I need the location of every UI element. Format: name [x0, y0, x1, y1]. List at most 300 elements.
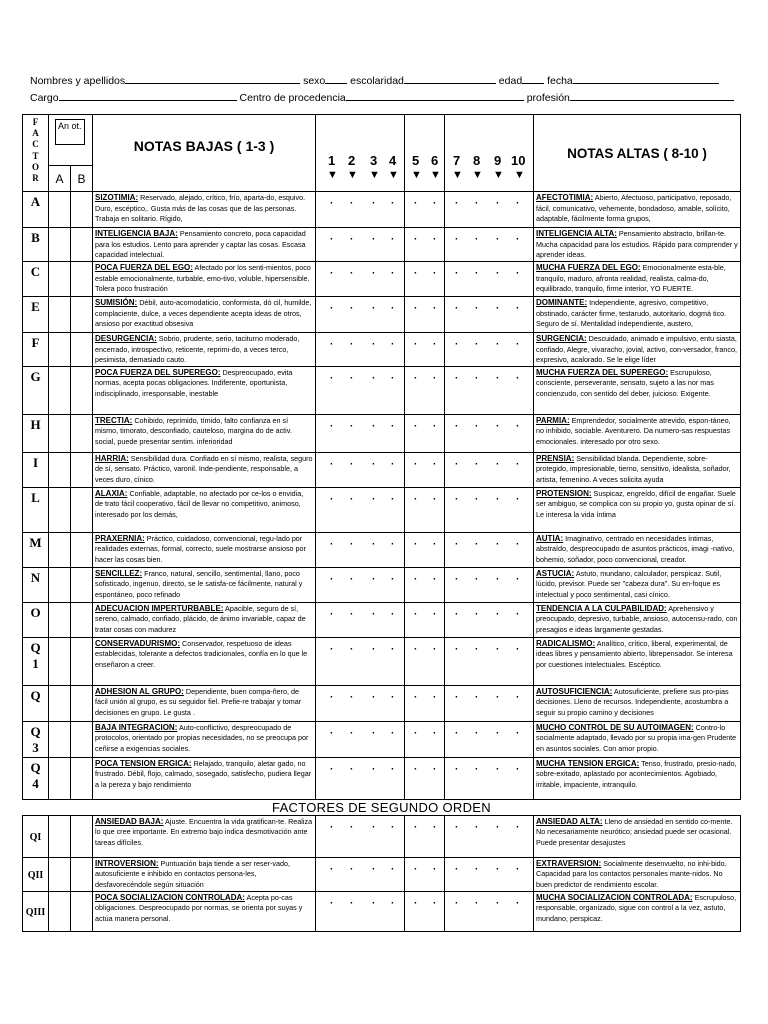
- score-b-cell[interactable]: [71, 192, 93, 228]
- scale-point-7[interactable]: ·: [455, 643, 459, 655]
- scale-point-1[interactable]: ·: [330, 573, 334, 585]
- score-b-cell[interactable]: [71, 333, 93, 367]
- score-scale[interactable]: [316, 567, 534, 602]
- score-a-cell[interactable]: [49, 567, 71, 602]
- scale-point-9[interactable]: ·: [496, 420, 500, 432]
- scale-point-2[interactable]: ·: [350, 643, 354, 655]
- scale-point-3[interactable]: ·: [372, 691, 376, 703]
- score-a-cell[interactable]: [49, 228, 71, 262]
- scale-point-10[interactable]: ·: [516, 821, 520, 833]
- scale-point-5[interactable]: ·: [414, 303, 418, 314]
- score-scale[interactable]: [316, 366, 534, 414]
- scale-point-1[interactable]: ·: [330, 198, 334, 209]
- scale-point-4[interactable]: ·: [391, 643, 395, 655]
- scale-point-7[interactable]: ·: [455, 538, 459, 550]
- scale-point-2[interactable]: ·: [350, 538, 354, 550]
- score-scale[interactable]: [316, 297, 534, 333]
- sex-field[interactable]: [325, 74, 347, 84]
- high-trait-text: Autosuficiente, prefiere sus pro-pias decisiones. Lleno de recursos. Independiente, acostumbra a seguir su propio camino y decisiones: [536, 686, 729, 717]
- scale-point-4[interactable]: ·: [391, 573, 395, 585]
- scale-point-8[interactable]: ·: [475, 420, 479, 432]
- scale-point-1[interactable]: ·: [330, 372, 334, 384]
- scale-point-3[interactable]: ·: [372, 897, 376, 909]
- scale-point-8[interactable]: ·: [475, 608, 479, 620]
- scale-point-3[interactable]: ·: [372, 420, 376, 432]
- scale-point-7[interactable]: ·: [455, 458, 459, 470]
- scale-point-1[interactable]: ·: [330, 339, 334, 350]
- scale-point-4[interactable]: ·: [391, 897, 395, 909]
- scale-4: 4: [389, 153, 397, 168]
- scale-point-9[interactable]: ·: [496, 573, 500, 585]
- score-a-cell[interactable]: [49, 815, 71, 857]
- score-scale[interactable]: [316, 685, 534, 721]
- scale-point-3[interactable]: ·: [372, 198, 376, 209]
- low-trait-title: HARRIA:: [95, 453, 129, 463]
- scale-8: 8: [473, 153, 481, 168]
- scale-point-4[interactable]: ·: [391, 863, 395, 875]
- scale-point-1[interactable]: ·: [330, 643, 334, 655]
- score-scale[interactable]: [316, 857, 534, 891]
- factor-code: H: [23, 414, 49, 452]
- scale-point-3[interactable]: ·: [372, 863, 376, 875]
- high-trait-text: Aprehensivo y preocupado, depresivo, turbable, ansioso, autocensu-rado, con presagios e ideas largamente gestadas.: [536, 603, 738, 634]
- factor-code: QII: [23, 857, 49, 891]
- scale-point-4[interactable]: ·: [391, 420, 395, 432]
- scale-point-2[interactable]: ·: [350, 897, 354, 909]
- scale-point-9[interactable]: ·: [496, 608, 500, 620]
- score-b-cell[interactable]: [71, 891, 93, 931]
- scale-point-10[interactable]: ·: [516, 268, 520, 279]
- scale-point-2[interactable]: ·: [350, 691, 354, 703]
- scale-point-4[interactable]: ·: [391, 608, 395, 620]
- scale-point-6[interactable]: ·: [433, 493, 437, 505]
- high-description: [534, 262, 741, 297]
- score-a-cell[interactable]: [49, 857, 71, 891]
- score-scale[interactable]: [316, 262, 534, 297]
- scale-point-7[interactable]: ·: [455, 863, 459, 875]
- scale-point-8[interactable]: ·: [475, 372, 479, 384]
- low-description: [93, 262, 316, 297]
- factor-row: [23, 487, 741, 532]
- scale-point-8[interactable]: ·: [475, 643, 479, 655]
- scale-point-2[interactable]: ·: [350, 458, 354, 470]
- score-a-cell[interactable]: [49, 532, 71, 567]
- scale-point-5[interactable]: ·: [414, 691, 418, 703]
- scale-point-1[interactable]: ·: [330, 608, 334, 620]
- scale-point-6[interactable]: ·: [433, 538, 437, 550]
- scale-point-4[interactable]: ·: [391, 821, 395, 833]
- low-description: [93, 815, 316, 857]
- high-trait-text: Tenso, frustrado, presio-nado, sobre-exitado, aplastado por acontecimientos. Agobiado, irritable, impaciente, intranquilo.: [536, 758, 737, 789]
- scale-point-10[interactable]: ·: [516, 420, 520, 432]
- low-trait-title: CONSERVADURISMO:: [95, 638, 181, 648]
- scale-point-7[interactable]: ·: [455, 372, 459, 384]
- low-trait-text: Pensamiento concreto, poca capacidad para los estudios. Lento para aprender y captar las cosas. Escasa capacidad intelectual.: [95, 229, 306, 260]
- scale-point-5[interactable]: ·: [414, 198, 418, 209]
- score-b-cell[interactable]: [71, 452, 93, 487]
- scale-point-10[interactable]: ·: [516, 198, 520, 209]
- score-a-cell[interactable]: [49, 192, 71, 228]
- score-scale[interactable]: [316, 891, 534, 931]
- score-a-cell[interactable]: [49, 452, 71, 487]
- scale-point-5[interactable]: ·: [414, 643, 418, 655]
- scale-point-9[interactable]: ·: [496, 691, 500, 703]
- scale-point-1[interactable]: ·: [330, 821, 334, 833]
- scale-point-6[interactable]: ·: [433, 821, 437, 833]
- scale-point-7[interactable]: ·: [455, 339, 459, 350]
- scale-point-1[interactable]: ·: [330, 268, 334, 279]
- score-a-cell[interactable]: [49, 637, 71, 685]
- names-field[interactable]: [125, 74, 300, 84]
- high-trait-title: AUTIA:: [536, 533, 564, 543]
- scale-point-1[interactable]: ·: [330, 458, 334, 470]
- scale-point-1[interactable]: ·: [330, 727, 334, 739]
- score-b-cell[interactable]: [71, 228, 93, 262]
- scale-point-10[interactable]: ·: [516, 538, 520, 550]
- scale-point-10[interactable]: ·: [516, 339, 520, 350]
- score-b-cell[interactable]: [71, 297, 93, 333]
- scale-point-2[interactable]: ·: [350, 303, 354, 314]
- scale-point-10[interactable]: ·: [516, 493, 520, 505]
- high-trait-title: AFECTOTIMIA:: [536, 193, 594, 202]
- high-trait-title: MUCHA SOCIALIZACION CONTROLADA:: [536, 892, 693, 902]
- scale-point-1[interactable]: ·: [330, 303, 334, 314]
- high-trait-title: EXTRAVERSION:: [536, 858, 602, 868]
- scale-point-8[interactable]: ·: [475, 863, 479, 875]
- scale-point-6[interactable]: ·: [433, 691, 437, 703]
- score-b-cell[interactable]: [71, 685, 93, 721]
- scale-point-1[interactable]: ·: [330, 538, 334, 550]
- score-scale[interactable]: [316, 452, 534, 487]
- score-scale[interactable]: [316, 228, 534, 262]
- scale-point-1[interactable]: ·: [330, 493, 334, 505]
- scale-point-10[interactable]: ·: [516, 863, 520, 875]
- scale-point-2[interactable]: ·: [350, 420, 354, 432]
- scale-point-4[interactable]: ·: [391, 538, 395, 550]
- score-a-cell[interactable]: [49, 262, 71, 297]
- scale-point-7[interactable]: ·: [455, 897, 459, 909]
- scale-point-5[interactable]: ·: [414, 573, 418, 585]
- scale-point-5[interactable]: ·: [414, 821, 418, 833]
- score-scale[interactable]: [316, 192, 534, 228]
- score-b-cell[interactable]: [71, 567, 93, 602]
- scale-point-5[interactable]: ·: [414, 268, 418, 279]
- score-a-cell[interactable]: [49, 366, 71, 414]
- scale-point-9[interactable]: ·: [496, 458, 500, 470]
- scale-point-8[interactable]: ·: [475, 339, 479, 350]
- scale-point-9[interactable]: ·: [496, 339, 500, 350]
- score-b-cell[interactable]: [71, 262, 93, 297]
- score-b-cell[interactable]: [71, 602, 93, 637]
- scale-point-7[interactable]: ·: [455, 573, 459, 585]
- post-field[interactable]: [59, 91, 237, 101]
- scale-point-5[interactable]: ·: [414, 372, 418, 384]
- factor-code: C: [23, 262, 49, 297]
- scale-point-3[interactable]: ·: [372, 372, 376, 384]
- scale-point-4[interactable]: ·: [391, 763, 395, 775]
- score-scale[interactable]: [316, 721, 534, 757]
- scale-point-6[interactable]: ·: [433, 897, 437, 909]
- scale-point-7[interactable]: ·: [455, 268, 459, 279]
- scale-point-4[interactable]: ·: [391, 339, 395, 350]
- scale-point-7[interactable]: ·: [455, 420, 459, 432]
- scale-point-3[interactable]: ·: [372, 234, 376, 245]
- score-scale[interactable]: [316, 757, 534, 799]
- score-a-cell[interactable]: [49, 721, 71, 757]
- high-description: [534, 685, 741, 721]
- score-b-cell[interactable]: [71, 414, 93, 452]
- scale-point-5[interactable]: ·: [414, 608, 418, 620]
- low-trait-title: TRECTIA:: [95, 415, 133, 425]
- factor-code: I: [23, 452, 49, 487]
- scale-point-4[interactable]: ·: [391, 268, 395, 279]
- high-trait-title: INTELIGENCIA ALTA:: [536, 229, 617, 238]
- scale-point-8[interactable]: ·: [475, 763, 479, 775]
- scale-point-3[interactable]: ·: [372, 763, 376, 775]
- scale-point-8[interactable]: ·: [475, 493, 479, 505]
- scale-point-10[interactable]: ·: [516, 897, 520, 909]
- score-a-cell[interactable]: [49, 685, 71, 721]
- scale-point-9[interactable]: ·: [496, 234, 500, 245]
- scale-point-6[interactable]: ·: [433, 420, 437, 432]
- scale-point-3[interactable]: ·: [372, 303, 376, 314]
- low-trait-title: ALAXIA:: [95, 488, 128, 498]
- scale-point-6[interactable]: ·: [433, 458, 437, 470]
- scale-point-8[interactable]: ·: [475, 458, 479, 470]
- scale-point-6[interactable]: ·: [433, 372, 437, 384]
- scale-point-6[interactable]: ·: [433, 268, 437, 279]
- scale-point-5[interactable]: ·: [414, 234, 418, 245]
- scale-point-5[interactable]: ·: [414, 339, 418, 350]
- scale-point-10[interactable]: ·: [516, 573, 520, 585]
- score-b-cell[interactable]: [71, 366, 93, 414]
- score-a-cell[interactable]: [49, 757, 71, 799]
- scale-point-4[interactable]: ·: [391, 234, 395, 245]
- scale-point-9[interactable]: ·: [496, 303, 500, 314]
- scale-point-6[interactable]: ·: [433, 608, 437, 620]
- score-scale[interactable]: [316, 333, 534, 367]
- score-a-cell[interactable]: [49, 602, 71, 637]
- scale-point-8[interactable]: ·: [475, 303, 479, 314]
- scale-point-4[interactable]: ·: [391, 372, 395, 384]
- score-a-cell[interactable]: [49, 414, 71, 452]
- scale-point-1[interactable]: ·: [330, 897, 334, 909]
- scale-point-8[interactable]: ·: [475, 691, 479, 703]
- scale-point-2[interactable]: ·: [350, 339, 354, 350]
- scale-point-4[interactable]: ·: [391, 727, 395, 739]
- scale-point-7[interactable]: ·: [455, 763, 459, 775]
- scale-point-6[interactable]: ·: [433, 573, 437, 585]
- scale-point-9[interactable]: ·: [496, 727, 500, 739]
- col-a-header: A: [49, 166, 71, 192]
- score-scale[interactable]: [316, 532, 534, 567]
- scale-point-4[interactable]: ·: [391, 493, 395, 505]
- scale-point-10[interactable]: ·: [516, 234, 520, 245]
- scale-point-8[interactable]: ·: [475, 538, 479, 550]
- scale-point-2[interactable]: ·: [350, 863, 354, 875]
- score-b-cell[interactable]: [71, 857, 93, 891]
- score-b-cell[interactable]: [71, 487, 93, 532]
- scale-point-8[interactable]: ·: [475, 727, 479, 739]
- factor-row: [23, 414, 741, 452]
- score-b-cell[interactable]: [71, 637, 93, 685]
- scale-point-9[interactable]: ·: [496, 493, 500, 505]
- second-order-title: FACTORES DE SEGUNDO ORDEN: [23, 799, 741, 815]
- scale-point-5[interactable]: ·: [414, 538, 418, 550]
- scale-point-3[interactable]: ·: [372, 821, 376, 833]
- high-description: [534, 297, 741, 333]
- scale-point-3[interactable]: ·: [372, 727, 376, 739]
- scale-point-3[interactable]: ·: [372, 268, 376, 279]
- score-a-cell[interactable]: [49, 487, 71, 532]
- scale-point-7[interactable]: ·: [455, 303, 459, 314]
- score-scale[interactable]: [316, 414, 534, 452]
- high-description: [534, 602, 741, 637]
- scale-6: 6: [431, 153, 439, 168]
- factor-code: B: [23, 228, 49, 262]
- score-b-cell[interactable]: [71, 532, 93, 567]
- low-trait-text: Ajuste. Encuentra la vida gratifican-te. Realiza lo que cree importante. En extremo bajo indica desmotivación ante tareas difíciles.: [95, 816, 313, 847]
- scale-point-10[interactable]: ·: [516, 372, 520, 384]
- scale-point-10[interactable]: ·: [516, 303, 520, 314]
- scale-point-9[interactable]: ·: [496, 538, 500, 550]
- scale-point-8[interactable]: ·: [475, 198, 479, 209]
- scale-point-6[interactable]: ·: [433, 727, 437, 739]
- scale-point-7[interactable]: ·: [455, 727, 459, 739]
- score-a-cell[interactable]: [49, 297, 71, 333]
- scale-point-5[interactable]: ·: [414, 458, 418, 470]
- scale-point-1[interactable]: ·: [330, 420, 334, 432]
- scale-point-9[interactable]: ·: [496, 863, 500, 875]
- scale-point-4[interactable]: ·: [391, 691, 395, 703]
- scale-point-8[interactable]: ·: [475, 234, 479, 245]
- low-description: [93, 637, 316, 685]
- scale-point-3[interactable]: ·: [372, 493, 376, 505]
- high-description: [534, 487, 741, 532]
- anot-header: [49, 115, 93, 166]
- low-trait-text: Relajado, tranquilo, aletar gado, no frustrado. Débil, flojo, calmado, sosegado, satisfecho, pudiera llegar a la pereza y bajo rendimiento: [95, 758, 312, 789]
- scale-point-3[interactable]: ·: [372, 643, 376, 655]
- factor-row: [23, 333, 741, 367]
- high-trait-text: Astuto, mundano, calculador, perspicaz. Sutil, lúcido, previsor. Puede ser "cabeza dura". Su en-foque es intelectual y poco sentimental, casi cínico.: [536, 568, 722, 599]
- scale-point-2[interactable]: ·: [350, 198, 354, 209]
- scale-point-6[interactable]: ·: [433, 198, 437, 209]
- scale-point-7[interactable]: ·: [455, 234, 459, 245]
- scale-point-7[interactable]: ·: [455, 608, 459, 620]
- scale-point-5[interactable]: ·: [414, 493, 418, 505]
- scale-point-3[interactable]: ·: [372, 608, 376, 620]
- second-order-title-row: [23, 799, 741, 815]
- date-field[interactable]: [573, 74, 719, 84]
- scale-point-5[interactable]: ·: [414, 727, 418, 739]
- scale-point-1[interactable]: ·: [330, 863, 334, 875]
- scale-point-6[interactable]: ·: [433, 303, 437, 314]
- score-b-cell[interactable]: [71, 815, 93, 857]
- scale-point-2[interactable]: ·: [350, 821, 354, 833]
- scale-point-9[interactable]: ·: [496, 643, 500, 655]
- scale-point-5[interactable]: ·: [414, 420, 418, 432]
- arrow-1: ▼: [327, 169, 338, 181]
- scale-point-3[interactable]: ·: [372, 573, 376, 585]
- scale-point-10[interactable]: ·: [516, 763, 520, 775]
- schooling-field[interactable]: [404, 74, 496, 84]
- scale-point-9[interactable]: ·: [496, 897, 500, 909]
- score-a-cell[interactable]: [49, 891, 71, 931]
- scale-point-6[interactable]: ·: [433, 234, 437, 245]
- scale-point-1[interactable]: ·: [330, 763, 334, 775]
- score-scale[interactable]: [316, 637, 534, 685]
- scale-point-7[interactable]: ·: [455, 691, 459, 703]
- scale-point-2[interactable]: ·: [350, 763, 354, 775]
- score-a-cell[interactable]: [49, 333, 71, 367]
- scale-point-2[interactable]: ·: [350, 234, 354, 245]
- scale-point-5[interactable]: ·: [414, 763, 418, 775]
- scale-point-2[interactable]: ·: [350, 573, 354, 585]
- factor-row: [23, 366, 741, 414]
- scale-point-10[interactable]: ·: [516, 643, 520, 655]
- scale-point-10[interactable]: ·: [516, 458, 520, 470]
- scale-point-3[interactable]: ·: [372, 458, 376, 470]
- scale-point-8[interactable]: ·: [475, 821, 479, 833]
- factor-row: [23, 637, 741, 685]
- scale-point-10[interactable]: ·: [516, 727, 520, 739]
- scale-point-2[interactable]: ·: [350, 372, 354, 384]
- high-description: [534, 192, 741, 228]
- scale-point-4[interactable]: ·: [391, 303, 395, 314]
- high-trait-text: Imaginativo, centrado en necesidades íntimas, abstraído, despreocupado de asuntos prácticos, imagi -nativo, bohemio, soñador, poco convencional, creador.: [536, 533, 735, 564]
- scale-point-2[interactable]: ·: [350, 608, 354, 620]
- scale-point-3[interactable]: ·: [372, 339, 376, 350]
- scale-point-9[interactable]: ·: [496, 198, 500, 209]
- score-scale[interactable]: [316, 815, 534, 857]
- scale-point-5[interactable]: ·: [414, 897, 418, 909]
- profession-field[interactable]: [570, 91, 734, 101]
- scale-point-7[interactable]: ·: [455, 493, 459, 505]
- factor-code: QIII: [23, 891, 49, 931]
- scale-point-9[interactable]: ·: [496, 763, 500, 775]
- scale-point-9[interactable]: ·: [496, 372, 500, 384]
- scale-point-8[interactable]: ·: [475, 897, 479, 909]
- scale-point-8[interactable]: ·: [475, 268, 479, 279]
- scale-point-3[interactable]: ·: [372, 538, 376, 550]
- origin-field[interactable]: [346, 91, 524, 101]
- scale-point-4[interactable]: ·: [391, 458, 395, 470]
- scale-point-1[interactable]: ·: [330, 691, 334, 703]
- scale-point-5[interactable]: ·: [414, 863, 418, 875]
- scale-point-7[interactable]: ·: [455, 198, 459, 209]
- scale-point-6[interactable]: ·: [433, 763, 437, 775]
- scale-point-6[interactable]: ·: [433, 643, 437, 655]
- scale-point-6[interactable]: ·: [433, 339, 437, 350]
- scale-point-8[interactable]: ·: [475, 573, 479, 585]
- scale-point-1[interactable]: ·: [330, 234, 334, 245]
- scale-point-4[interactable]: ·: [391, 198, 395, 209]
- scale-point-2[interactable]: ·: [350, 727, 354, 739]
- scale-point-2[interactable]: ·: [350, 268, 354, 279]
- age-field[interactable]: [522, 74, 544, 84]
- scale-point-6[interactable]: ·: [433, 863, 437, 875]
- scale-point-10[interactable]: ·: [516, 608, 520, 620]
- scale-point-9[interactable]: ·: [496, 821, 500, 833]
- score-b-cell[interactable]: [71, 757, 93, 799]
- scale-point-2[interactable]: ·: [350, 493, 354, 505]
- score-scale[interactable]: [316, 487, 534, 532]
- scale-point-9[interactable]: ·: [496, 268, 500, 279]
- scale-point-7[interactable]: ·: [455, 821, 459, 833]
- score-b-cell[interactable]: [71, 721, 93, 757]
- score-scale[interactable]: [316, 602, 534, 637]
- scale-point-10[interactable]: ·: [516, 691, 520, 703]
